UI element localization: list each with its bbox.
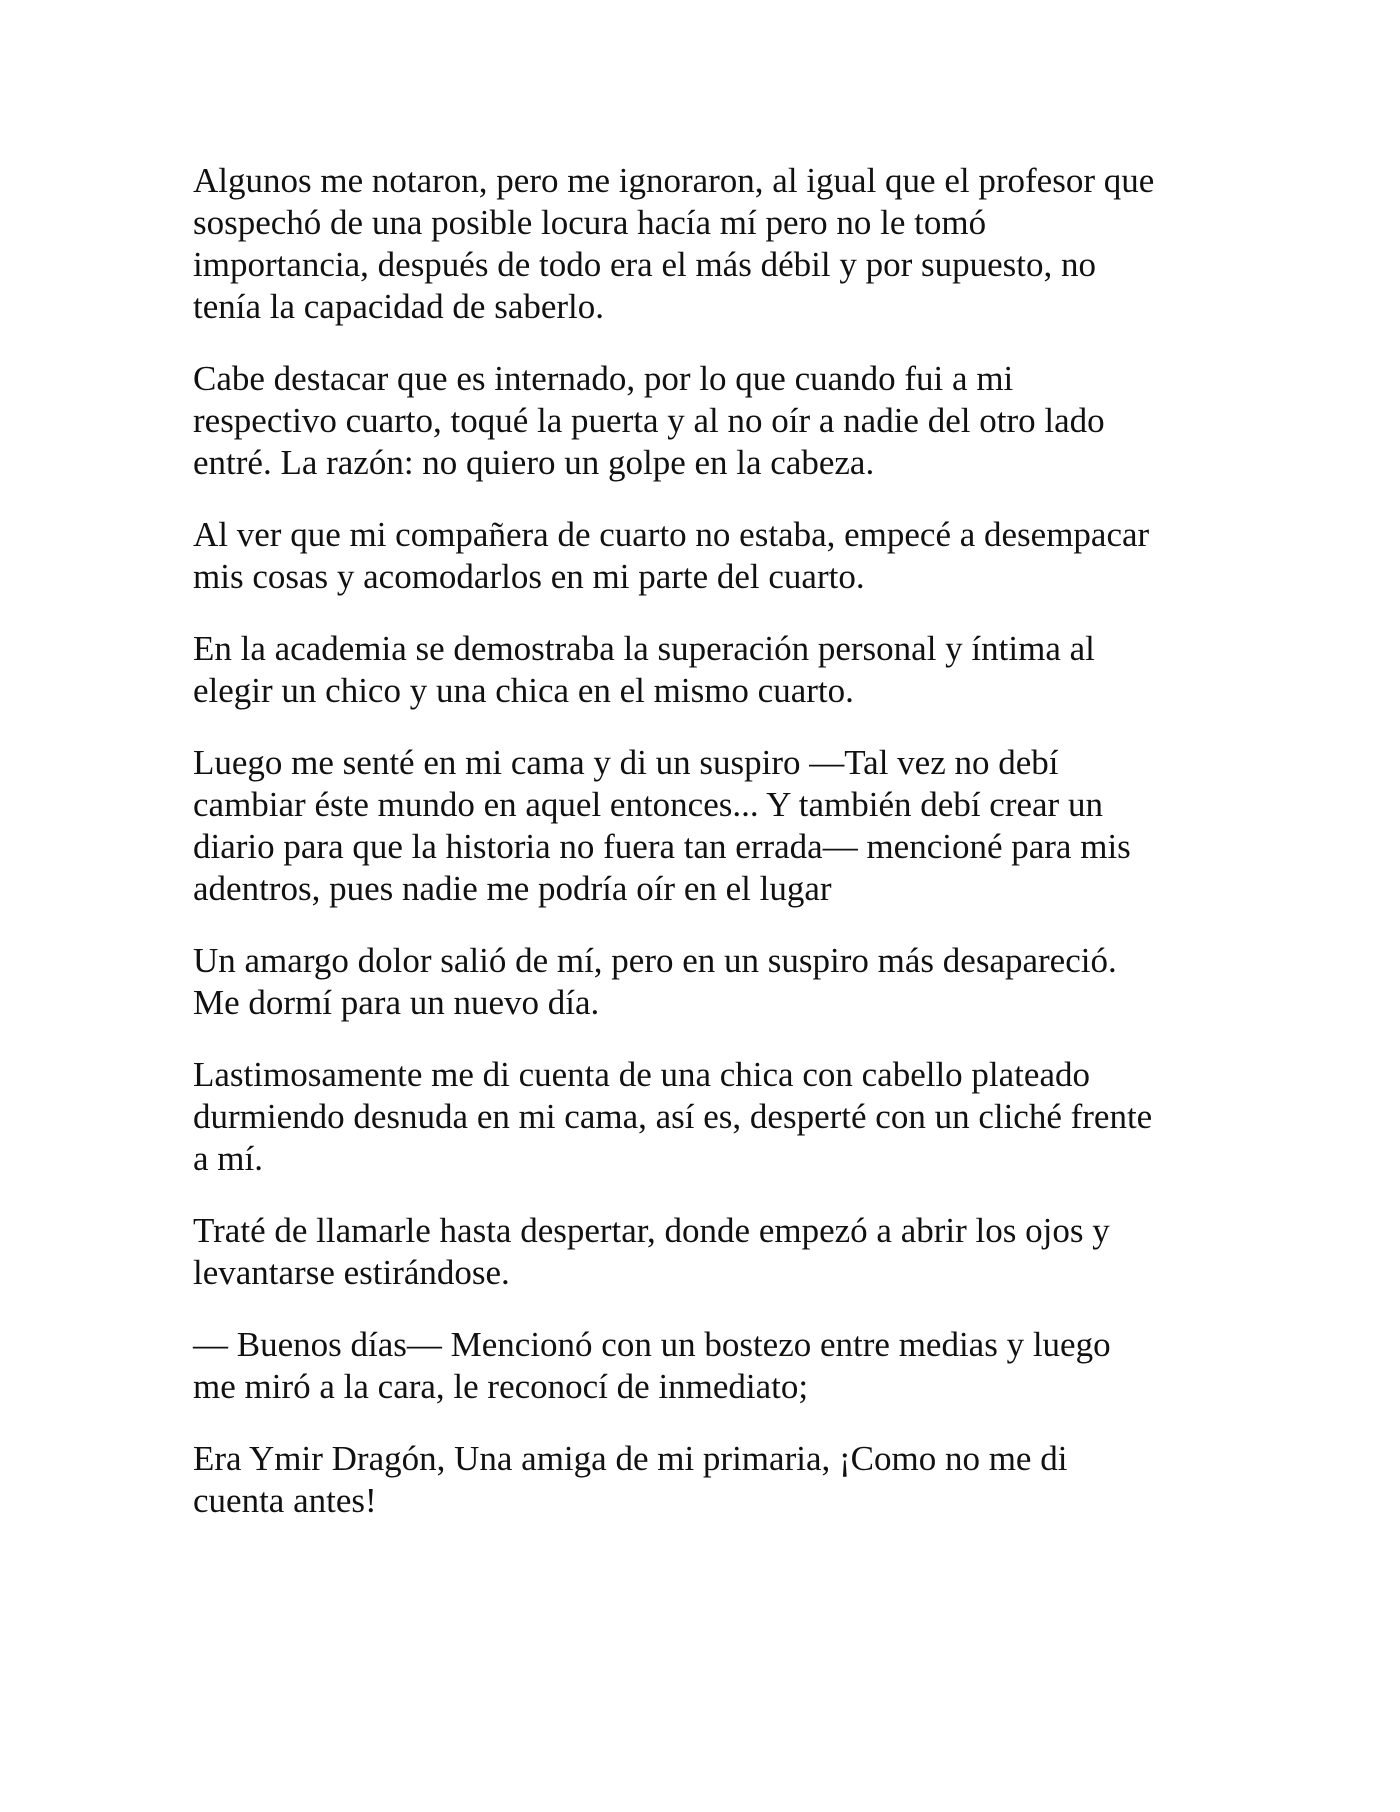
text-line: En la academia se demostraba la superación personal y íntima al [193, 629, 1095, 668]
text-line: — Buenos días— Mencionó con un bostezo entre medias y luego [193, 1325, 1111, 1364]
text-line: durmiendo desnuda en mi cama, así es, desperté con un cliché frente [193, 1097, 1153, 1136]
paragraph [193, 1054, 1213, 1180]
paragraph [193, 628, 1213, 712]
text-line: respectivo cuarto, toqué la puerta y al no oír a nadie del otro lado [193, 401, 1105, 440]
text-line: levantarse estirándose. [193, 1253, 510, 1292]
document-body [193, 160, 1213, 1552]
text-line: adentros, pues nadie me podría oír en el lugar [193, 869, 832, 908]
paragraph [193, 1324, 1213, 1408]
paragraph [193, 940, 1213, 1024]
paragraph [193, 160, 1213, 328]
text-line: entré. La razón: no quiero un golpe en la cabeza. [193, 443, 875, 482]
text-line: me miró a la cara, le reconocí de inmediato; [193, 1367, 809, 1406]
text-line: Algunos me notaron, pero me ignoraron, al igual que el profesor que [193, 161, 1155, 200]
text-line: diario para que la historia no fuera tan errada— mencioné para mis [193, 827, 1131, 866]
text-line: Cabe destacar que es internado, por lo que cuando fui a mi [193, 359, 1014, 398]
text-line: elegir un chico y una chica en el mismo cuarto. [193, 671, 854, 710]
text-line: Me dormí para un nuevo día. [193, 983, 600, 1022]
text-line: Un amargo dolor salió de mí, pero en un suspiro más desapareció. [193, 941, 1117, 980]
text-line: sospechó de una posible locura hacía mí pero no le tomó [193, 203, 987, 242]
text-line: tenía la capacidad de saberlo. [193, 287, 605, 326]
text-line: Era Ymir Dragón, Una amiga de mi primaria, ¡Como no me di [193, 1439, 1068, 1478]
text-line: Traté de llamarle hasta despertar, donde empezó a abrir los ojos y [193, 1211, 1110, 1250]
paragraph [193, 358, 1213, 484]
text-line: cambiar éste mundo en aquel entonces... Y también debí crear un [193, 785, 1103, 824]
text-line: Al ver que mi compañera de cuarto no estaba, empecé a desempacar [193, 515, 1150, 554]
paragraph [193, 1210, 1213, 1294]
text-line: Lastimosamente me di cuenta de una chica con cabello plateado [193, 1055, 1090, 1094]
paragraph [193, 1438, 1213, 1522]
text-line: importancia, después de todo era el más débil y por supuesto, no [193, 245, 1096, 284]
text-line: cuenta antes! [193, 1481, 377, 1520]
text-line: a mí. [193, 1139, 263, 1178]
paragraph [193, 514, 1213, 598]
text-line: mis cosas y acomodarlos en mi parte del cuarto. [193, 557, 865, 596]
text-line: Luego me senté en mi cama y di un suspiro —Tal vez no debí [193, 743, 1059, 782]
paragraph [193, 742, 1213, 910]
